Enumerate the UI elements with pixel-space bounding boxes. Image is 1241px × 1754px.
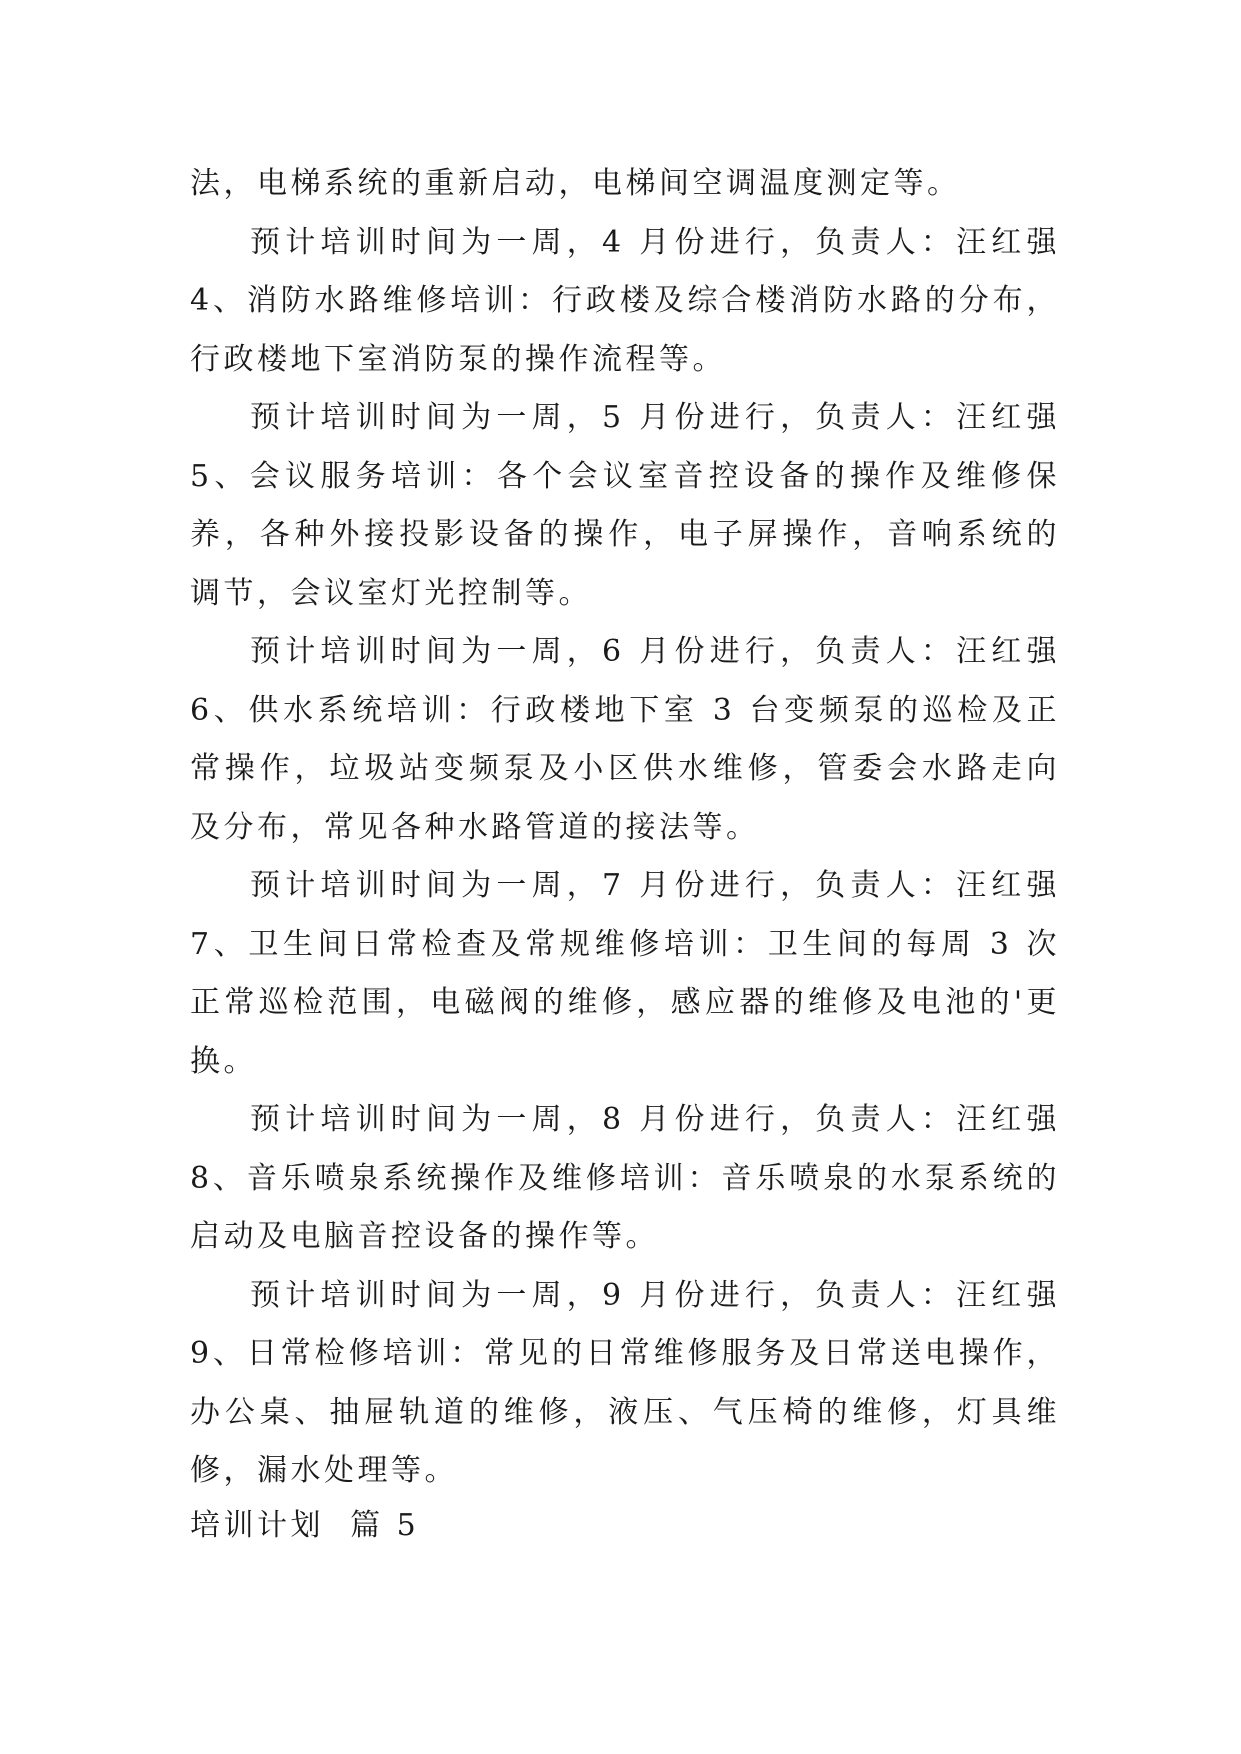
paragraph-water-supply-training: 预计培训时间为一周，6 月份进行，负责人：汪红强 6、供水系统培训：行政楼地下室 3 台变频泵的巡检及正常操作，垃圾站变频泵及小区供水维修，管委会水路走向及分布，常见各种水路管道的接法等。 — [190, 634, 1060, 845]
paragraph-restroom-training: 预计培训时间为一周，7 月份进行，负责人：汪红强 7、卫生间日常检查及常规维修培训：卫生间的每周 3 次正常巡检范围，电磁阀的维修，感应器的维修及电池的'更换。 — [190, 868, 1060, 1079]
paragraph-meeting-service-training: 预计培训时间为一周，5 月份进行，负责人：汪红强 5、会议服务培训：各个会议室音控设备的操作及维修保养，各种外接投影设备的操作，电子屏操作，音响系统的调节，会议室灯光控制等。 — [190, 400, 1060, 611]
paragraph-fountain-training: 预计培训时间为一周，8 月份进行，负责人：汪红强 8、音乐喷泉系统操作及维修培训：音乐喷泉的水泵系统的启动及电脑音控设备的操作等。 — [190, 1102, 1060, 1254]
paragraph-fire-water-training: 预计培训时间为一周，4 月份进行，负责人：汪红强 4、消防水路维修培训：行政楼及综合楼消防水路的分布，行政楼地下室消防泵的操作流程等。 — [190, 224, 1060, 377]
paragraph-daily-maintenance-training: 预计培训时间为一周，9 月份进行，负责人：汪红强 9、日常检修培训：常见的日常维修服务及日常送电操作，办公桌、抽屉轨道的维修，液压、气压椅的维修，灯具维修，漏水处理等。 — [190, 1277, 1060, 1488]
paragraph-continuation: 法，电梯系统的重新启动，电梯间空调温度测定等。 — [190, 166, 961, 201]
body-text — [190, 155, 1060, 1501]
section-heading: 培训计划 篇 5 — [190, 1508, 420, 1543]
